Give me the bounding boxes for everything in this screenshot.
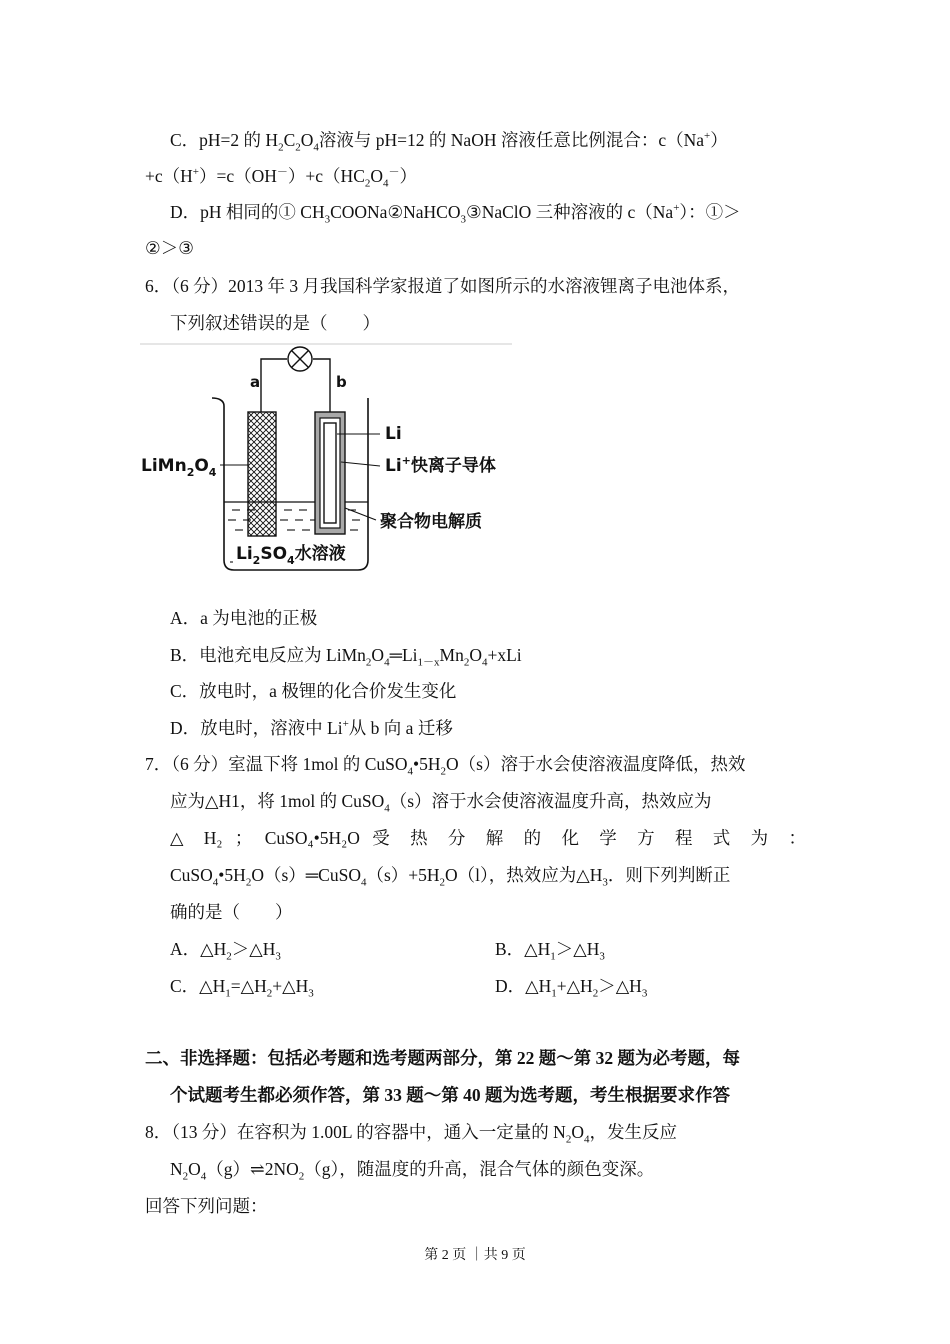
q7-option-c: C．$\triangle H_1=\triangle H_2+\triangle H_3$ xyxy=(170,976,314,1000)
q7-stem-line2: 应为△H1，将 1mol 的 CuSO$_4$（s）溶于水会使溶液温度升高，热效应为 xyxy=(170,791,712,815)
q7-option-b: B．$\triangle H_1>\triangle H_3$ xyxy=(495,939,605,963)
q6-option-b: B．电池充电反应为 $LiMn_2O_4═Li_{1-x}Mn_2O_4+xLi$ xyxy=(170,645,522,669)
q7-stem-line1: 7．（6 分）室温下将 1mol 的 $CuSO_4•5H_2O(s)$溶于水会使溶液温度降低，热效 xyxy=(145,754,746,778)
q6-option-a: A．a 为电池的正极 xyxy=(170,608,318,628)
q7-stem-line5: 确的是（ ） xyxy=(170,902,293,922)
leader-polymer xyxy=(345,508,376,520)
label-fast-ion-conductor: Li+快离子导体 xyxy=(385,454,496,476)
q7-option-a: A．$\triangle H_2>\triangle H_3$ xyxy=(170,939,281,963)
q6-stem-line2: 下列叙述错误的是（ ） xyxy=(170,313,380,333)
leader-conductor xyxy=(341,462,380,466)
q7-option-d: D．$\triangle H_1+\triangle H_2>\triangle H_3$ xyxy=(495,976,648,1000)
page-footer: 第 2 页 ｜共 9 页 xyxy=(424,1248,526,1263)
q5-option-d-line2: ②＞③ xyxy=(145,238,194,258)
q5-option-d-line1: D．pH 相同的① $CH_3COONa②NaHCO_3③NaClO$ 三种溶液的 c（Na+）：①＞ xyxy=(170,202,741,226)
section-2-heading-line2: 个试题考生都必须作答，第 33 题～第 40 题为选考题，考生根据要求作答 xyxy=(170,1085,730,1105)
electrode-limn2o4 xyxy=(248,412,276,536)
q7-stem-line4: $CuSO_4•5H_2O(s)═CuSO_4(s)+5H_2O(l)$，热效应为$\triangle H_3$．则下列判断正 xyxy=(170,865,731,889)
label-li: Li xyxy=(385,424,402,444)
q8-stem-line3: 回答下列问题： xyxy=(145,1196,268,1216)
label-electrode-a: a xyxy=(250,373,261,391)
q5-option-c-line1: C．pH=2 的 $H_2C_2O_4$溶液与 pH=12 的 NaOH 溶液任意比例混合：c（Na+） xyxy=(170,130,728,154)
q8-stem-line2: $N_2O_4(g)\rightleftharpoons 2NO_2(g)$，随温度的升高，混合气体的颜色变深。 xyxy=(170,1159,655,1183)
q8-stem-line1: 8．（13 分）在容积为 1.00L 的容器中，通入一定量的 $N_2O_4$，发生反应 xyxy=(145,1122,677,1146)
section-2-heading-line1: 二、非选择题：包括必考题和选考题两部分，第 22 题～第 32 题为必考题，每 xyxy=(145,1048,740,1068)
label-li2so4-solution xyxy=(233,541,359,567)
q5-option-c-line2: $+c(H^+)=c(OH^-)+c(HC_2O_4^-)$ xyxy=(145,166,418,190)
battery-diagram xyxy=(140,340,520,580)
lithium-metal xyxy=(324,423,336,523)
label-polymer-electrolyte: 聚合物电解质 xyxy=(380,512,482,532)
q6-stem-line1: 6．（6 分）2013 年 3 月我国科学家报道了如图所示的水溶液锂离子电池体系， xyxy=(145,276,740,296)
lamp-icon xyxy=(288,347,312,371)
wire-b xyxy=(313,359,330,412)
q7-stem-line3: △ H₂ ； CuSO₄•5H₂O 受 热 分 解 的 化 学 方 程 式 为 ： xyxy=(170,828,806,848)
svg-text:Li2SO4水溶液: $Li_2SO_4$水溶液 xyxy=(236,544,346,567)
label-limn2o4: $LiMn_2O_4$ xyxy=(141,456,217,479)
q6-option-c: C．放电时，a 极锂的化合价发生变化 xyxy=(170,681,457,701)
wire-a xyxy=(261,359,287,412)
label-electrode-b: b xyxy=(336,373,347,391)
q6-option-d: D．放电时，溶液中 Li+从 b 向 a 迁移 xyxy=(170,718,453,738)
